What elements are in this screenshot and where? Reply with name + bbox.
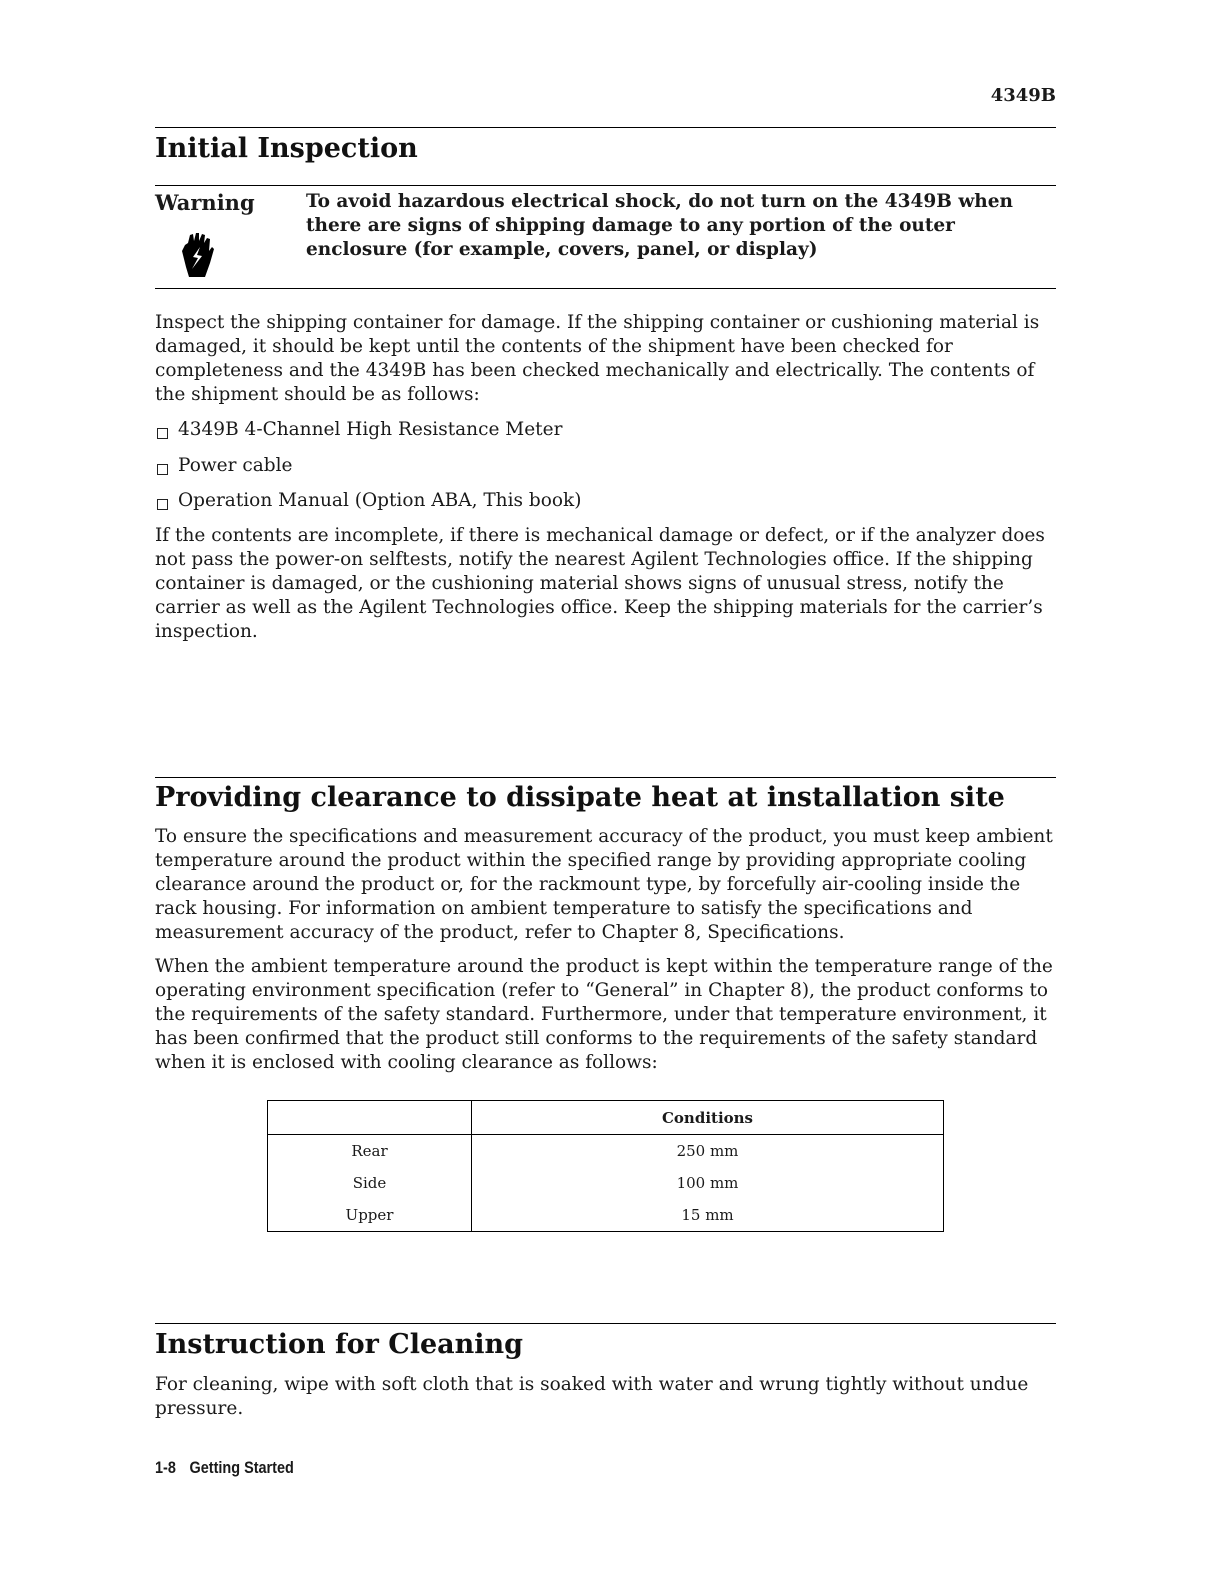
list-item: 4349B 4-Channel High Resistance Meter (155, 418, 581, 454)
inspection-paragraph: Inspect the shipping container for damage. If the shipping container or cushioning material is damaged, it should be kept until the contents of the shipment have been checked for completeness and the 4349B has been checked mechanically and electrically. The contents of the shipment should be as follows: (155, 312, 1040, 405)
clearance-paragraph-1: To ensure the specifications and measurement accuracy of the product, you must keep ambient temperature around the product within the specified range by providing appropriate cooling clearance around the product or, for the rackmount type, by forcefully air-cooling inside the rack housing. For information on ambient temperature to satisfy the specifications and measurement accuracy of the product, refer to Chapter 8, Specifications. (155, 826, 1053, 943)
clearance-table (267, 1100, 944, 1232)
table-row (268, 1199, 944, 1232)
table-header-cell (268, 1101, 472, 1135)
warning-top-divider (155, 185, 1056, 186)
checkbox-square-icon (157, 464, 168, 475)
warning-label: Warning (155, 190, 255, 215)
page-number: 1-8 (155, 1458, 176, 1477)
list-item: Operation Manual (Option ABA, This book) (155, 489, 581, 525)
warning-bottom-divider (155, 288, 1056, 289)
table-cell-position: Side (268, 1167, 472, 1199)
checkbox-square-icon (157, 499, 168, 510)
warning-text: To avoid hazardous electrical shock, do not turn on the 4349B when there are signs of shipping damage to any portion of the outer enclosure (for example, covers, panel, or display) (306, 191, 1013, 260)
clearance-paragraph-2: When the ambient temperature around the product is kept within the temperature range of the operating environment specification (refer to “General” in Chapter 8), the product conforms to the requirements of the safety standard. Furthermore, under that temperature environment, it has been confirmed that the product still conforms to the requirements of the safety standard when it is enclosed with cooling clearance as follows: (155, 956, 1053, 1073)
table-header-cell: Conditions (472, 1101, 944, 1135)
checkbox-square-icon (157, 428, 168, 439)
page-footer (155, 1458, 294, 1478)
table-header-row (268, 1101, 944, 1135)
section-divider (155, 777, 1056, 778)
table-row (268, 1167, 944, 1199)
section-divider (155, 1323, 1056, 1324)
table-cell-position: Rear (268, 1135, 472, 1168)
incomplete-contents-paragraph: If the contents are incomplete, if there is mechanical damage or defect, or if the analyzer does not pass the power-on selftests, notify the nearest Agilent Technologies office. If the shipping container is damaged, or the cushioning material shows signs of unusual stress, notify the carrier as well as the Agilent Technologies office. Keep the shipping materials for the carrier’s inspection. (155, 525, 1045, 642)
list-item: Power cable (155, 454, 581, 490)
section-title-cleaning: Instruction for Cleaning (155, 1329, 524, 1360)
shipment-contents-list (155, 418, 581, 525)
cleaning-paragraph: For cleaning, wipe with soft cloth that is soaked with water and wrung tightly without undue pressure. (155, 1374, 1029, 1419)
section-title-clearance: Providing clearance to dissipate heat at installation site (155, 782, 1005, 813)
table-cell-value: 100 mm (676, 1174, 739, 1192)
table-cell-value: 250 mm (676, 1142, 739, 1160)
table-cell-position: Upper (268, 1199, 472, 1232)
table-cell-value: 15 mm (681, 1206, 734, 1224)
table-row (268, 1135, 944, 1168)
model-number: 4349B (990, 85, 1056, 106)
section-title-initial-inspection: Initial Inspection (155, 133, 418, 164)
chapter-name: Getting Started (189, 1458, 294, 1477)
hand-warning-icon (178, 231, 216, 279)
section-divider (155, 127, 1056, 128)
